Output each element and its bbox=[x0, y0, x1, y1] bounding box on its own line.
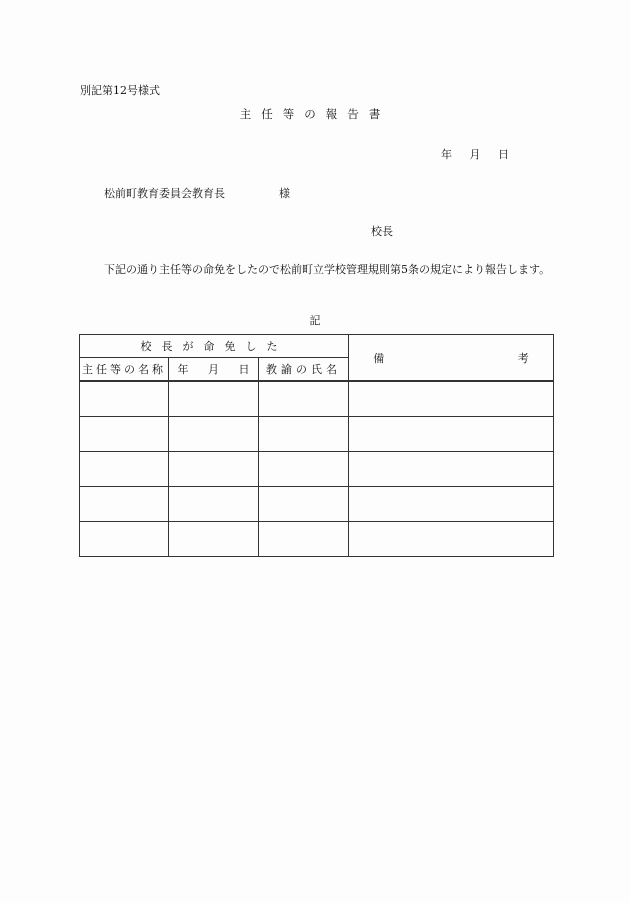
table-row bbox=[80, 417, 554, 452]
addressee: 松前町教育委員会教育長 bbox=[104, 187, 225, 200]
column-header-title: 主任等の名称 bbox=[80, 358, 169, 382]
table-row bbox=[80, 487, 554, 522]
column-header-date: 年 月 日 bbox=[169, 358, 259, 382]
ki-heading: 記 bbox=[309, 314, 321, 327]
document-title: 主任等の報告書 bbox=[239, 107, 391, 121]
table-cell[interactable] bbox=[349, 452, 554, 487]
remarks-header: 備 考 bbox=[349, 335, 554, 382]
table-cell[interactable] bbox=[169, 487, 259, 522]
table-cell[interactable] bbox=[80, 381, 169, 417]
table-cell[interactable] bbox=[259, 487, 349, 522]
table-cell[interactable] bbox=[80, 487, 169, 522]
table-cell[interactable] bbox=[259, 417, 349, 452]
table-row bbox=[80, 452, 554, 487]
column-header-teacher: 教諭の氏名 bbox=[259, 358, 349, 382]
table-cell[interactable] bbox=[349, 417, 554, 452]
report-table bbox=[79, 334, 554, 557]
table-cell[interactable] bbox=[349, 522, 554, 557]
table-row bbox=[80, 381, 554, 417]
date-line: 年 月 日 bbox=[441, 148, 509, 161]
form-number-label: 別記第12号様式 bbox=[80, 84, 160, 97]
table-cell[interactable] bbox=[80, 452, 169, 487]
table-cell[interactable] bbox=[169, 452, 259, 487]
table-cell[interactable] bbox=[169, 417, 259, 452]
table-cell[interactable] bbox=[259, 522, 349, 557]
table-cell[interactable] bbox=[80, 417, 169, 452]
table-cell[interactable] bbox=[259, 452, 349, 487]
honorific: 様 bbox=[279, 187, 290, 200]
body-text: 下記の通り主任等の命免をしたので松前町立学校管理規則第5条の規定により報告します。 bbox=[104, 263, 551, 276]
table-cell[interactable] bbox=[80, 522, 169, 557]
table-cell[interactable] bbox=[169, 522, 259, 557]
table-cell[interactable] bbox=[349, 487, 554, 522]
sender-principal: 校長 bbox=[371, 225, 393, 238]
table-cell[interactable] bbox=[259, 381, 349, 417]
table-cell[interactable] bbox=[349, 381, 554, 417]
table-cell[interactable] bbox=[169, 381, 259, 417]
group-header: 校長が命免した bbox=[80, 335, 349, 358]
table-row bbox=[80, 522, 554, 557]
